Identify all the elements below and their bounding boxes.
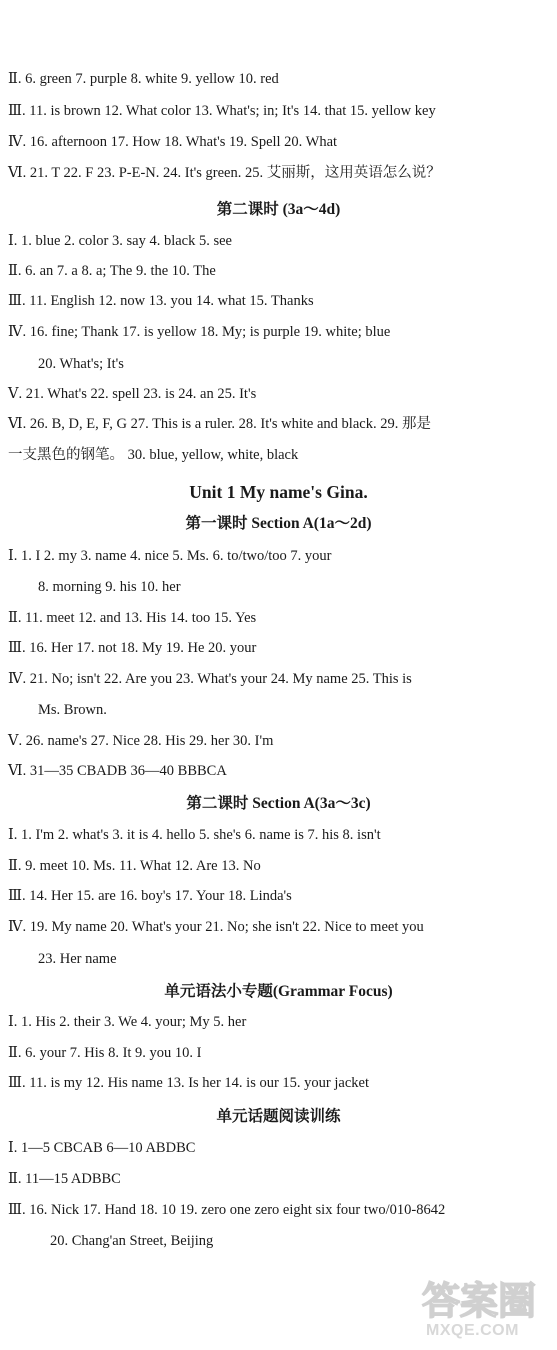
section-heading: 第一课时 Section A(1a～2d): [185, 515, 372, 532]
answer-line: Ⅲ. 16. Her 17. not 18. My 19. He 20. your: [8, 640, 257, 656]
answer-line: 8. morning 9. his 10. her: [38, 579, 181, 595]
answer-line: Ⅵ. 31—35 CBADB 36—40 BBBCA: [8, 763, 227, 779]
answer-line: Ⅰ. 1. blue 2. color 3. say 4. black 5. see: [8, 233, 232, 249]
answer-line: 20. What's; It's: [38, 356, 124, 372]
answer-line: Ⅲ. 14. Her 15. are 16. boy's 17. Your 18. Linda's: [8, 888, 292, 904]
answer-line: 20. Chang'an Street, Beijing: [50, 1233, 214, 1249]
answer-line: 一支黑色的钢笔。 30. blue, yellow, white, black: [8, 447, 299, 463]
section-heading: 第二课时 Section A(3a～3c): [186, 795, 371, 812]
answer-line: Ⅳ. 16. afternoon 17. How 18. What's 19. Spell 20. What: [8, 134, 338, 150]
answer-line: Ⅲ. 11. is my 12. His name 13. Is her 14. is our 15. your jacket: [8, 1075, 369, 1091]
answer-line: Ⅱ. 6. an 7. a 8. a; The 9. the 10. The: [8, 263, 216, 279]
section-heading: 单元语法小专题(Grammar Focus): [164, 983, 393, 1000]
answer-line: Ⅳ. 19. My name 20. What's your 21. No; she isn't 22. Nice to meet you: [8, 919, 424, 935]
answer-line: Ⅵ. 21. T 22. F 23. P-E-N. 24. It's green. 25. 艾丽斯，这用英语怎么说？: [8, 165, 441, 181]
answer-line: Ⅱ. 9. meet 10. Ms. 11. What 12. Are 13. No: [8, 858, 261, 874]
answer-line: Ⅲ. 11. is brown 12. What color 13. What's; in; It's 14. that 15. yellow key: [8, 103, 436, 119]
answer-line: Ms. Brown.: [38, 702, 107, 718]
answer-line: Ⅵ. 26. B, D, E, F, G 27. This is a ruler. 28. It's white and black. 29. 那是: [8, 416, 431, 432]
answer-line: Ⅳ. 21. No; isn't 22. Are you 23. What's your 24. My name 25. This is: [8, 671, 412, 687]
answer-line: Ⅲ. 11. English 12. now 13. you 14. what 15. Thanks: [8, 293, 314, 309]
answer-line: Ⅰ. 1—5 CBCAB 6—10 ABDBC: [8, 1140, 196, 1156]
watermark-glyphs: 答案圈: [422, 1279, 537, 1323]
answer-line: Ⅰ. 1. His 2. their 3. We 4. your; My 5. her: [8, 1014, 247, 1030]
section-heading: 单元话题阅读训练: [216, 1108, 341, 1125]
answer-line: Ⅲ. 16. Nick 17. Hand 18. 10 19. zero one zero eight six four two/010-8642: [8, 1202, 446, 1218]
section-heading: 第二课时 (3a～4d): [216, 201, 341, 218]
answer-line: Ⅱ. 11—15 ADBBC: [8, 1171, 121, 1187]
answer-line: Ⅱ. 11. meet 12. and 13. His 14. too 15. Yes: [8, 610, 257, 626]
answer-line: Ⅱ. 6. green 7. purple 8. white 9. yellow 10. red: [8, 71, 279, 87]
answer-line: Ⅰ. 1. I 2. my 3. name 4. nice 5. Ms. 6. to/two/too 7. your: [8, 548, 332, 564]
answer-line: Ⅴ. 26. name's 27. Nice 28. His 29. her 30. I'm: [8, 733, 274, 749]
answer-line: Ⅰ. 1. I'm 2. what's 3. it is 4. hello 5. she's 6. name is 7. his 8. isn't: [8, 827, 381, 843]
answer-line: Ⅱ. 6. your 7. His 8. It 9. you 10. I: [8, 1045, 202, 1061]
watermark-url: MXQE.COM: [426, 1322, 519, 1339]
answer-line: 23. Her name: [38, 951, 117, 967]
unit-title: Unit 1 My name's Gina.: [189, 482, 368, 502]
answer-line: Ⅳ. 16. fine; Thank 17. is yellow 18. My; is purple 19. white; blue: [8, 324, 391, 340]
answer-line: Ⅴ. 21. What's 22. spell 23. is 24. an 25. It's: [8, 386, 257, 402]
